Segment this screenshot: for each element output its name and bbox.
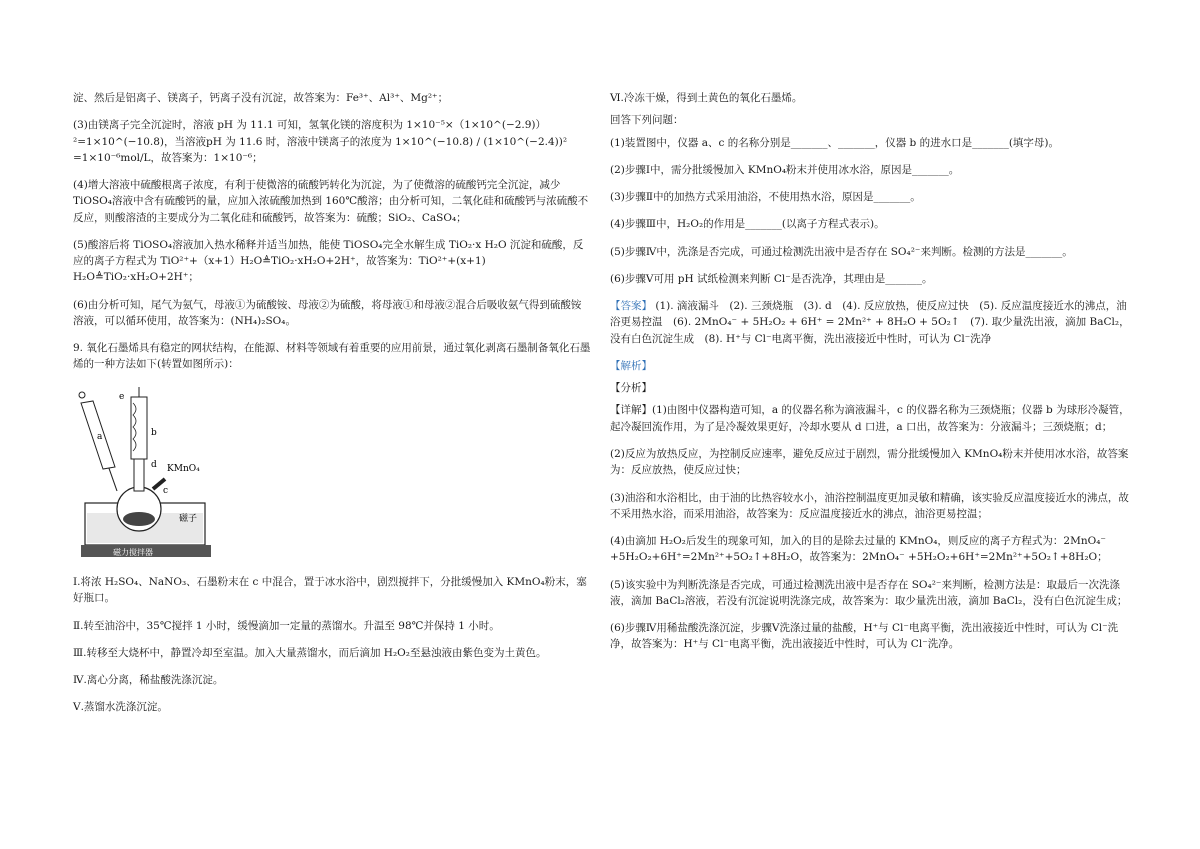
answer-block (610, 298, 1130, 347)
left-column (73, 90, 591, 727)
question-4: (4)步骤Ⅲ中，H₂O₂的作用是_______(以离子方程式表示)。 (610, 218, 885, 231)
detail-2: (2)反应为放热反应，为控制反应速率，避免反应过于剧烈，需分批缓慢加入 KMnO₄粉末并使用冰水浴，故答案为：反应放热，使反应过快； (610, 447, 1129, 477)
question-3: (3)步骤Ⅱ中的加热方式采用油浴，不使用热水浴，原因是_______。 (610, 191, 921, 204)
questions-intro: 回答下列问题： (610, 114, 684, 127)
label-kmno4: KMnO₄ (167, 463, 200, 474)
left-paragraph-4: (5)酸溶后将 TiOSO₄溶液加入热水稀释并适当加热，能使 TiOSO₄完全水解生成 TiO₂·x H₂O 沉淀和硫酸，反应的离子方程式为 TiO²⁺+（x+1）H₂O≜TiO₂·xH₂O+2H⁺，故答案为：TiO²⁺+(x+1) H₂O≜TiO₂·xH₂O+2H⁺； (73, 238, 584, 284)
answer-text: (1). 滴液漏斗 (2). 三颈烧瓶 (3). d (4). 反应放热，使反应过快 (5). 反应温度接近水的沸点，油浴更易控温 (6). 2MnO₄⁻ + 5H₂O₂ + 6H⁺ = 2Mn²⁺ + 8H₂O + 5O₂↑ (7). 取少量洗出液，滴加 BaCl₂，没有白色沉淀生成 (8). H⁺与 Cl⁻电离平衡，洗出液接近中性时，可认为 Cl⁻洗净 (610, 300, 1130, 345)
label-e: e (119, 391, 125, 402)
step-6: Ⅵ.冷冻干燥，得到土黄色的氧化石墨烯。 (610, 92, 803, 104)
label-d: d (151, 459, 157, 470)
detail-1: 【详解】(1)由图中仪器构造可知，a 的仪器名称为滴液漏斗，c 的仪器名称为三颈烧瓶；仪器 b 为球形冷凝管，起冷凝回流作用，为了是冷凝效果更好，冷却水要从 d 口进，a 口出，故答案为：分液漏斗；三颈烧瓶；d； (610, 404, 1130, 433)
answer-tag: 【答案】 (610, 300, 652, 313)
detail-6: (6)步骤Ⅳ用稀盐酸洗涤沉淀，步骤Ⅴ洗涤过量的盐酸，H⁺与 Cl⁻电离平衡，洗出液接近中性时，可认为 Cl⁻洗净，故答案为：H⁺与 Cl⁻电离平衡，洗出液接近中性时，可认为 Cl⁻洗净。 (610, 622, 1119, 651)
left-paragraph-5: (6)由分析可知，尾气为氨气，母液①为硫酸铵、母液②为硫酸，将母液①和母液②混合后吸收氨气得到硫酸铵溶液，可以循环使用，故答案为：(NH₄)₂SO₄。 (73, 298, 582, 327)
label-b: b (151, 427, 157, 438)
analysis-tag: 【解析】 (610, 359, 652, 372)
step-4: Ⅳ.离心分离，稀盐酸洗涤沉淀。 (73, 674, 224, 687)
label-c: c (163, 485, 169, 496)
question-9-intro: 9. 氧化石墨烯具有稳定的网状结构，在能源、材料等领域有着重要的应用前景，通过氧化剥离石墨制备氧化石墨烯的一种方法如下(转置如图所示)： (73, 342, 591, 371)
question-2: (2)步骤Ⅰ中，需分批缓慢加入 KMnO₄粉末并使用冰水浴，原因是_______。 (610, 163, 960, 176)
right-column (610, 90, 1130, 664)
detail-4: (4)由滴加 H₂O₂后发生的现象可知，加入的目的是除去过量的 KMnO₄，则反应的离子方程式为：2MnO₄⁻ +5H₂O₂+6H⁺=2Mn²⁺+5O₂↑+8H₂O，故答案为：2MnO₄⁻ +5H₂O₂+6H⁺=2Mn²⁺+5O₂↑+8H₂O； (610, 535, 1108, 564)
step-3: Ⅲ.转移至大烧杯中，静置冷却至室温。加入大量蒸馏水，而后滴加 H₂O₂至悬浊液由紫色变为土黄色。 (73, 646, 547, 659)
step-1: Ⅰ.将浓 H₂SO₄、NaNO₃、石墨粉末在 c 中混合，置于冰水浴中，剧烈搅拌下，分批缓慢加入 KMnO₄粉末，塞好瓶口。 (73, 575, 587, 605)
detail-3: (3)油浴和水浴相比，由于油的比热容较水小，油浴控制温度更加灵敏和精确，该实验反应温度接近水的沸点，故不采用热水浴，而采用油浴，故答案为：反应温度接近水的沸点，油浴更易控温； (610, 491, 1129, 520)
analysis-heading: 【分析】 (610, 382, 652, 395)
step-2: Ⅱ.转至油浴中，35℃搅拌 1 小时，缓慢滴加一定量的蒸馏水。升温至 98℃并保持 1 小时。 (73, 619, 500, 632)
stir-bar-mixture (123, 512, 155, 526)
apparatus-figure (73, 383, 223, 559)
question-1: (1)装置图中，仪器 a、c 的名称分别是_______、_______，仪器 b 的进水口是_______(填字母)。 (610, 136, 1060, 149)
step-5: Ⅴ.蒸馏水洗涤沉淀。 (73, 701, 168, 714)
left-paragraph-3: (4)增大溶液中硫酸根离子浓度，有利于使微溶的硫酸钙转化为沉淀，为了使微溶的硫酸钙完全沉淀，减少 TiOSO₄溶液中含有硫酸钙的量，应加入浓硫酸加热到 160℃酸溶；由分析可知，二氧化硅和硫酸钙与浓硫酸不反应，则酸溶渣的主要成分为二氧化硅和硫酸钙，故答案为：硫酸；SiO₂、CaSO₄； (73, 179, 589, 224)
label-a: a (97, 431, 103, 442)
question-6: (6)步骤Ⅴ可用 pH 试纸检测来判断 Cl⁻是否洗净，其理由是_______。 (610, 272, 933, 285)
left-paragraph-2: (3)由镁离子完全沉淀时，溶液 pH 为 11.1 可知，氢氧化镁的溶度积为 1×10⁻⁵×（1×10^(−2.9)）²=1×10^(−10.8)，当溶液pH 为 11.6 时，溶液中镁离子的浓度为 1×10^(−10.8) / (1×10^(−2.4))² =1×10⁻⁶mol/L，故答案为：1×10⁻⁶； (73, 119, 568, 164)
question-5: (5)步骤Ⅳ中，洗涤是否完成，可通过检测洗出液中是否存在 SO₄²⁻来判断。检测的方法是_______。 (610, 245, 1073, 258)
left-paragraph-1: 淀、然后是铝离子、镁离子，钙离子没有沉淀，故答案为：Fe³⁺、Al³⁺、Mg²⁺； (73, 92, 449, 104)
stirrer-label: 磁力搅拌器 (113, 547, 153, 557)
label-stir-bar: 磁子 (179, 513, 198, 524)
detail-5: (5)该实验中为判断洗涤是否完成，可通过检测洗出液中是否存在 SO₄²⁻来判断，检测方法是：取最后一次洗涤液，滴加 BaCl₂溶液，若没有沉淀说明洗涤完成，故答案为：取少量洗出液，滴加 BaCl₂，没有白色沉淀生成； (610, 578, 1128, 607)
